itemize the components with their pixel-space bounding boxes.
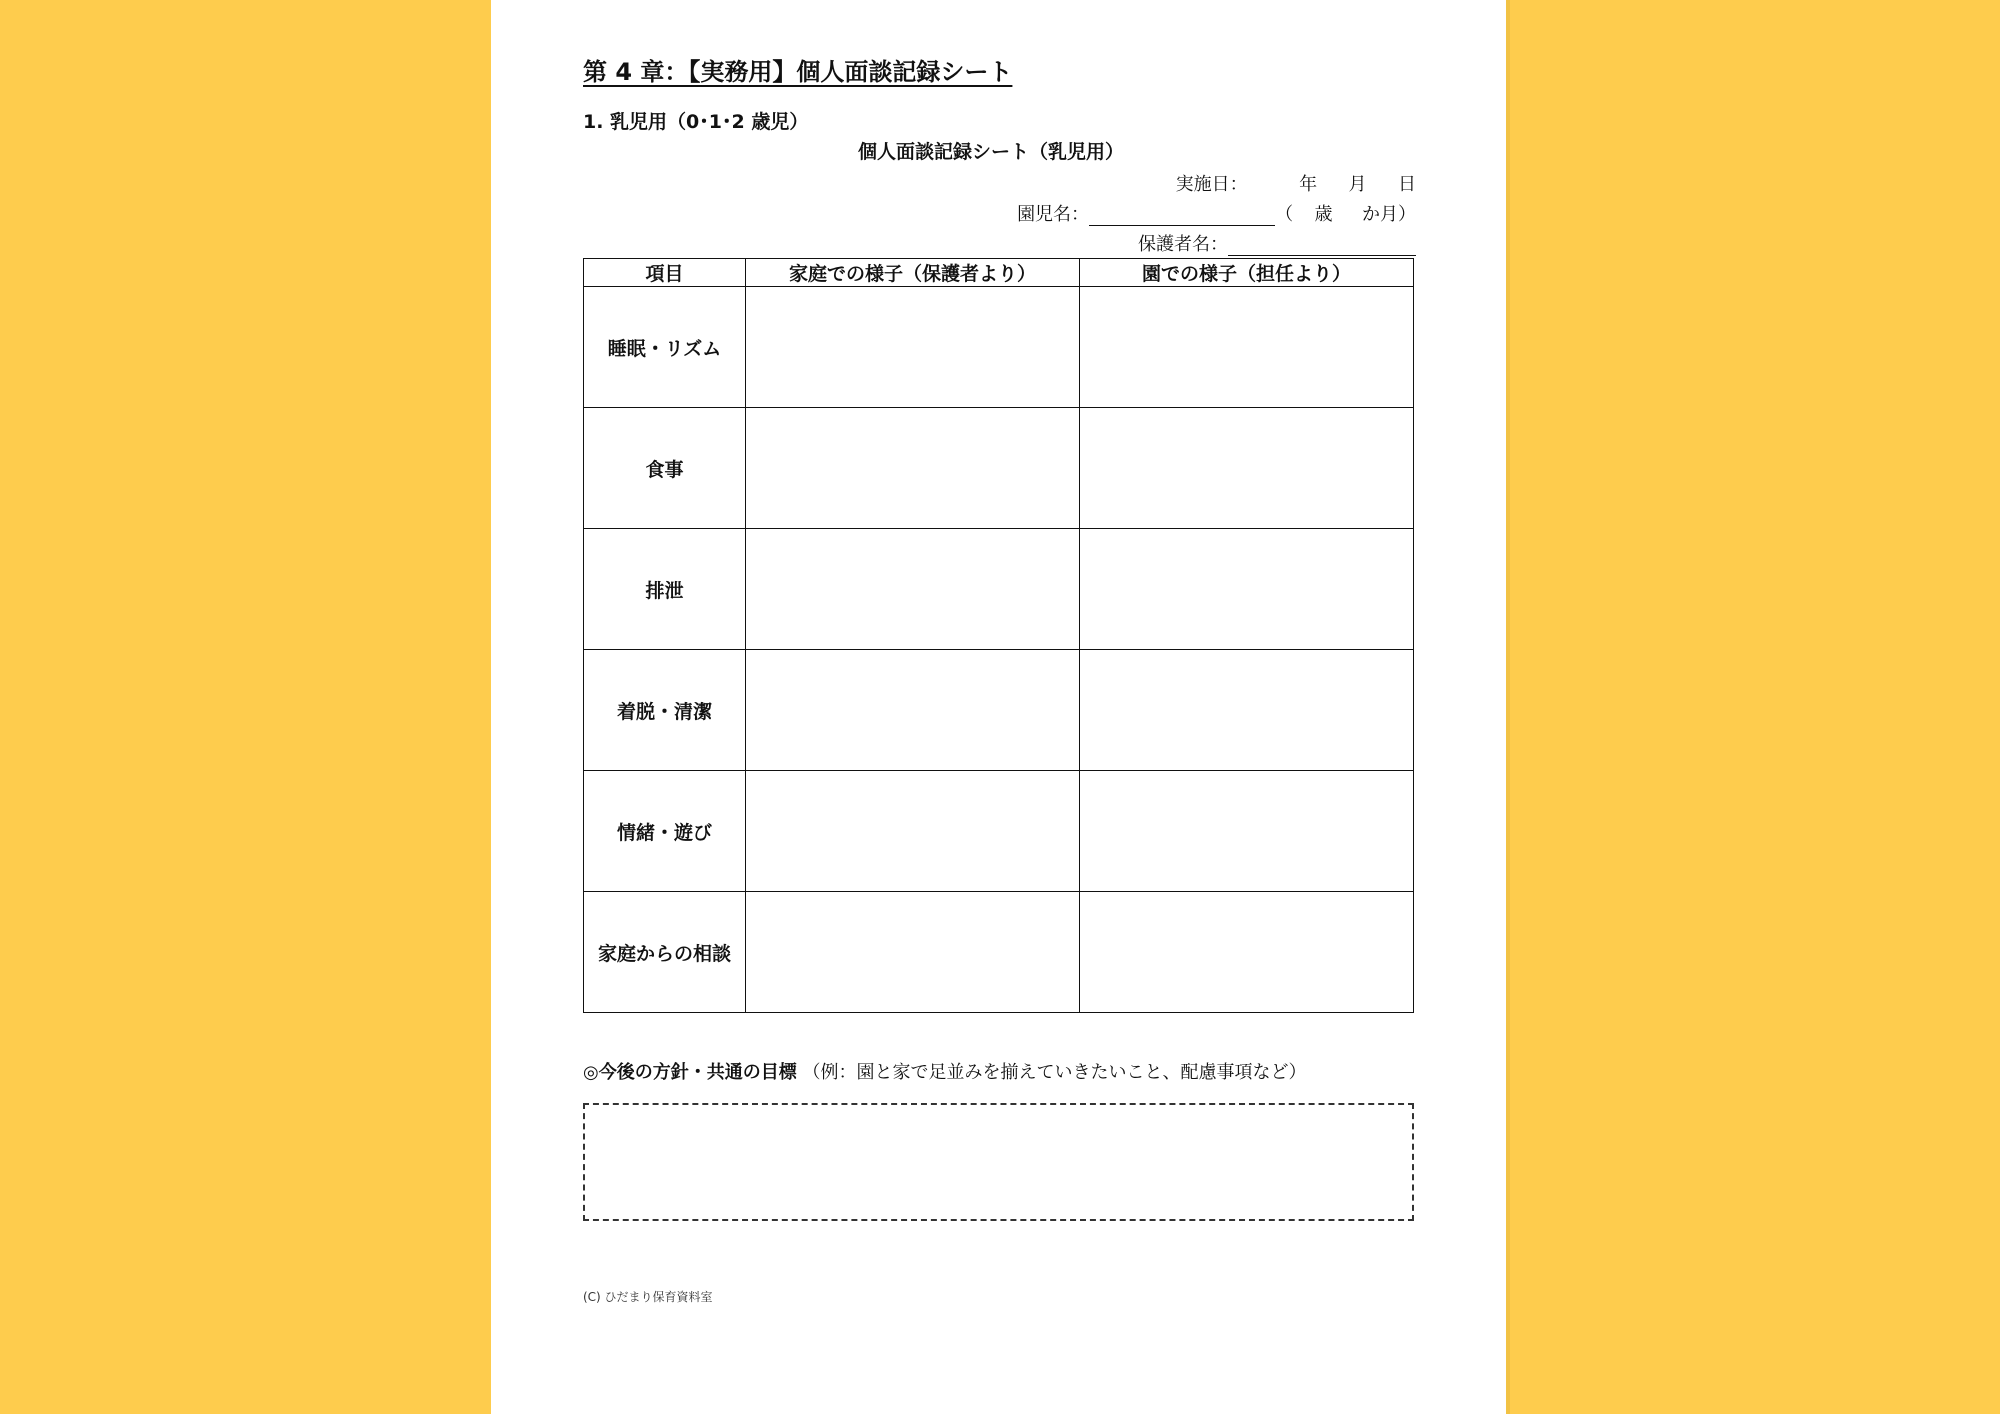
age-open: （ — [1275, 204, 1294, 225]
home-cell — [746, 529, 1080, 650]
home-cell — [746, 771, 1080, 892]
home-cell — [746, 650, 1080, 771]
date-label: 実施日： — [1175, 174, 1248, 195]
table-row — [584, 650, 1414, 771]
row-label: 排泄 — [584, 529, 746, 650]
chapter-title: 第 4 章：【実務用】個人面談記録シート — [583, 58, 1013, 86]
home-cell — [746, 892, 1080, 1013]
school-cell — [1080, 529, 1414, 650]
guardian-name-field — [1138, 230, 1416, 256]
table-row — [584, 771, 1414, 892]
date-field — [1176, 170, 1416, 196]
school-cell — [1080, 408, 1414, 529]
school-cell — [1080, 287, 1414, 408]
school-cell — [1080, 650, 1414, 771]
policy-label-title: ◎今後の方針・共通の目標 — [583, 1062, 797, 1083]
row-label: 着脱・清潔 — [584, 650, 746, 771]
child-name-blank — [1089, 205, 1275, 226]
row-label: 家庭からの相談 — [584, 892, 746, 1013]
year-label: 年 — [1299, 174, 1318, 195]
sheet-title: 個人面談記録シート（乳児用） — [857, 141, 1124, 163]
page-edge — [1506, 0, 1510, 1414]
guardian-name-blank — [1228, 235, 1416, 256]
header-item: 項目 — [584, 259, 746, 287]
table-row — [584, 408, 1414, 529]
row-label: 食事 — [584, 408, 746, 529]
child-name-label: 園児名： — [1017, 204, 1090, 225]
table-row — [584, 892, 1414, 1013]
section-title: 1. 乳児用（0･1･2 歳児） — [583, 111, 809, 133]
school-cell — [1080, 892, 1414, 1013]
day-label: 日 — [1398, 174, 1416, 195]
row-label: 情緒・遊び — [584, 771, 746, 892]
school-cell — [1080, 771, 1414, 892]
child-name-field — [1017, 200, 1416, 226]
record-table — [583, 258, 1414, 1013]
age-unit: 歳 — [1314, 204, 1333, 225]
home-cell — [746, 408, 1080, 529]
document-page — [491, 0, 1506, 1414]
home-cell — [746, 287, 1080, 408]
guardian-name-label: 保護者名： — [1138, 234, 1228, 255]
table-header-row — [584, 259, 1414, 287]
table-row — [584, 529, 1414, 650]
table-row — [584, 287, 1414, 408]
row-label: 睡眠・リズム — [584, 287, 746, 408]
header-school: 園での様子（担任より） — [1080, 259, 1414, 287]
month-label: 月 — [1348, 174, 1367, 195]
policy-label-note: （例：園と家で足並みを揃えていきたいこと、配慮事項など） — [802, 1062, 1307, 1083]
policy-label — [583, 1058, 1306, 1084]
policy-box — [583, 1103, 1414, 1221]
header-home: 家庭での様子（保護者より） — [746, 259, 1080, 287]
month-unit: か月） — [1362, 204, 1416, 225]
copyright-text: (C) ひだまり保育資料室 — [583, 1290, 713, 1304]
